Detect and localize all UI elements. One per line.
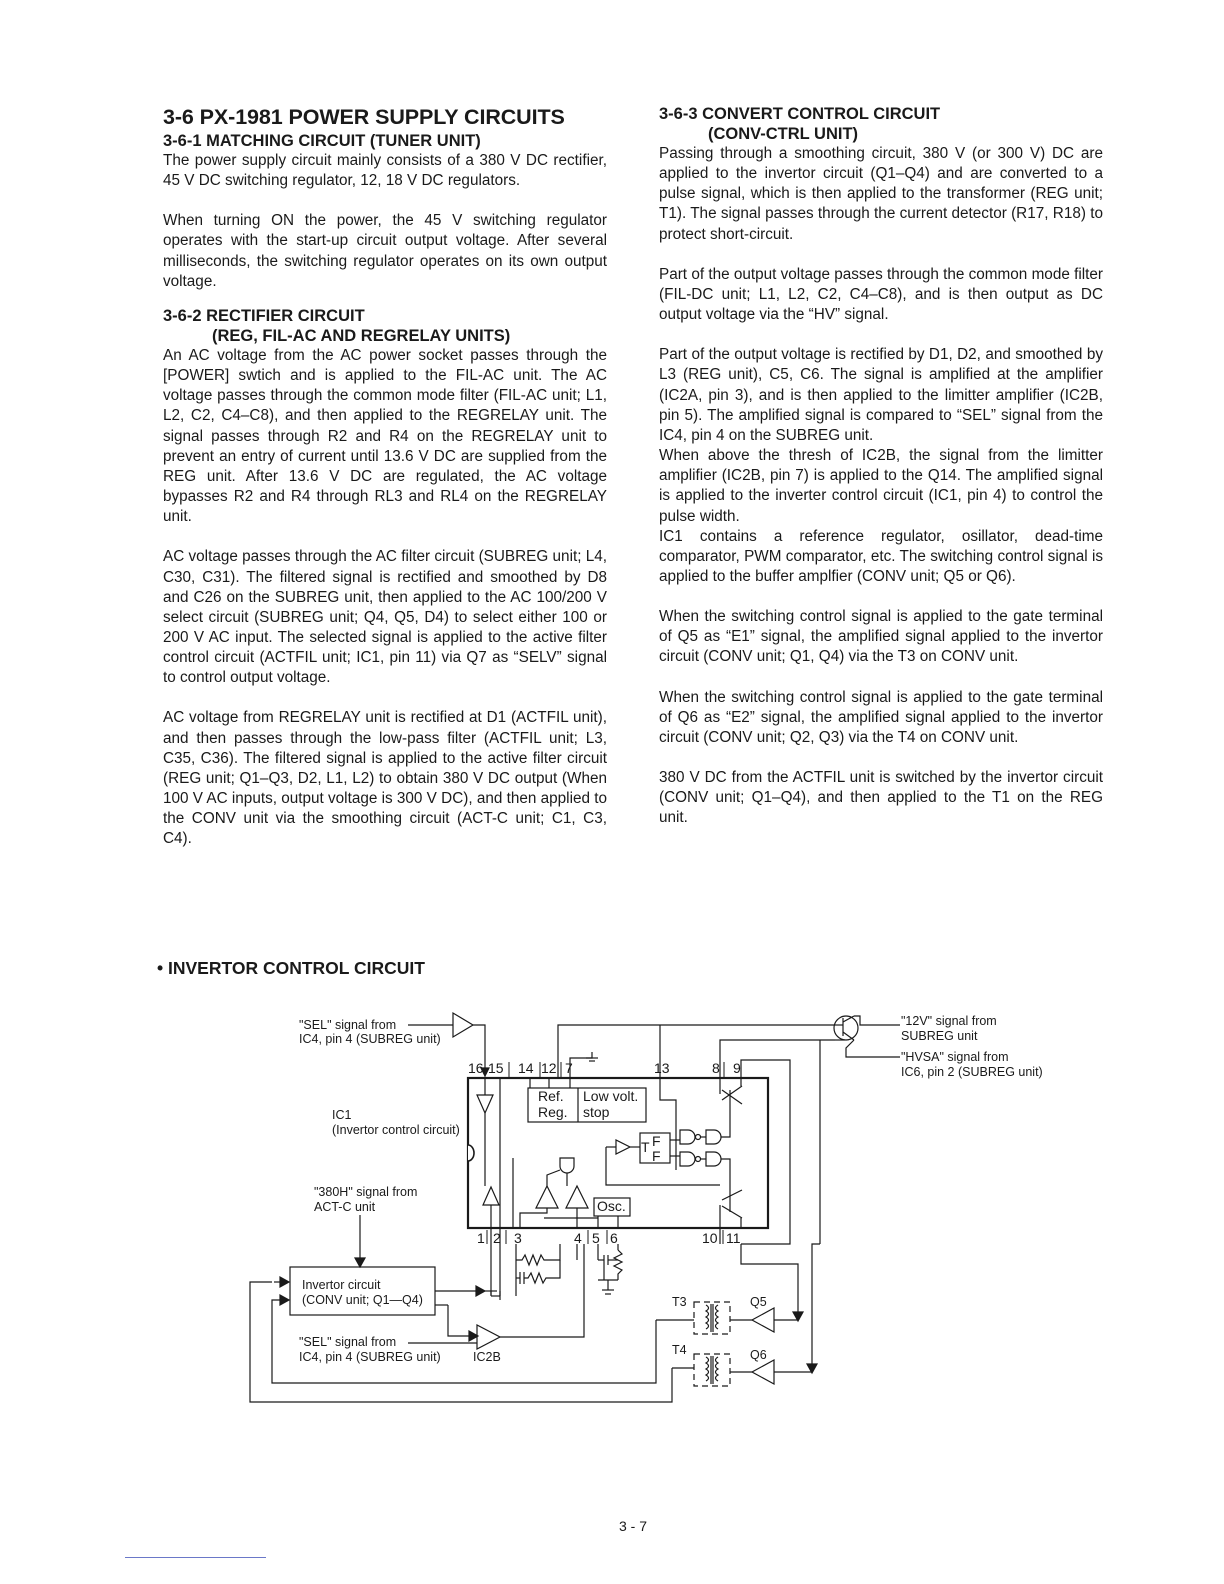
- paragraph: IC1 contains a reference regulator, osillator, dead-time comparator, PWM comparator, etc. The switching control signal is applied to the buffer amplfier (CONV unit; Q5 or Q6).: [659, 527, 1103, 585]
- sel-bottom-label-2: IC4, pin 4 (SUBREG unit): [299, 1350, 441, 1364]
- t4-label: T4: [672, 1343, 687, 1357]
- paragraph: 380 V DC from the ACTFIL unit is switched by the invertor circuit (CONV unit; Q1–Q4), and then applied to the T1 on the REG unit.: [659, 769, 1103, 827]
- page-title: 3-6 PX-1981 POWER SUPPLY CIRCUITS: [163, 105, 565, 129]
- footer-link-underline: [125, 1557, 266, 1558]
- invertor-label-2: (CONV unit; Q1—Q4): [302, 1293, 423, 1307]
- paragraph: Passing through a smoothing circuit, 380 V (or 300 V) DC are applied to the invertor circuit (Q1–Q4) and are converted to a pulse signal, which is then applied to the transformer (REG unit; T1). The signal passes through the current detector (R17, R18) to protect short-circuit.: [659, 145, 1103, 243]
- h380-label-2: ACT-C unit: [314, 1200, 376, 1214]
- lowvolt-label-2: stop: [583, 1104, 610, 1120]
- pin-label: 5: [592, 1230, 600, 1246]
- v12-label-2: SUBREG unit: [901, 1029, 978, 1043]
- q5-label: Q5: [750, 1295, 767, 1309]
- lowvolt-label-1: Low volt.: [583, 1088, 639, 1104]
- ic1-label-2: (Invertor control circuit): [332, 1123, 460, 1137]
- paragraph: Part of the output voltage is rectified by D1, D2, and smoothed by L3 (REG unit), C5, C6. The signal is amplified at the amplifier (IC2A, pin 3), and is then applied to the limitter amplifier (IC2B, pin 5). The amplified signal is compared to “SEL” signal from the IC4, pin 4 on the SUBREG unit.: [659, 346, 1103, 444]
- paragraph: When the switching control signal is applied to the gate terminal of Q5 as “E1” signal, the amplified signal applied to the invertor circuit (CONV unit; Q1, Q4) via the T3 on CONV unit.: [659, 608, 1103, 666]
- invertor-label-1: Invertor circuit: [302, 1278, 381, 1292]
- paragraph: An AC voltage from the AC power socket passes through the [POWER] swtich and is applied to the FIL-AC unit. The AC voltage passes through the common mode filter (FIL-AC unit; L1, L2, C2, C4–C8), and then applied to the REGRELAY unit. The signal passes through R2 and R4 on the REGRELAY unit to prevent an entry of current until 13.6 V DC are supplied from the REG unit. After 13.6 V DC are regulated, the AC voltage bypasses R2 and R4 through RL3 and RL4 on the REGRELAY unit.: [163, 346, 607, 526]
- ff-f2-label: F: [652, 1148, 661, 1164]
- pin-label: 7: [565, 1060, 573, 1076]
- ff-f1-label: F: [652, 1133, 661, 1149]
- paragraph: When the switching control signal is applied to the gate terminal of Q6 as “E2” signal, the amplified signal applied to the invertor circuit (CONV unit; Q2, Q3) via the T4 on CONV unit.: [659, 688, 1103, 746]
- ref-label-2: Reg.: [538, 1104, 568, 1120]
- hvsa-label-2: IC6, pin 2 (SUBREG unit): [901, 1065, 1043, 1079]
- osc-label: Osc.: [597, 1198, 626, 1214]
- heading-line: 3-6-2 RECTIFIER CIRCUIT: [163, 306, 365, 325]
- paragraph: When above the thresh of IC2B, the signal from the limitter amplifier (IC2B, pin 7) is applied to the Q14. The amplified signal is applied to the inverter control circuit (IC1, pin 4) to control the pulse width.: [659, 447, 1103, 525]
- pin-label: 9: [733, 1060, 741, 1076]
- v12-label-1: "12V" signal from: [901, 1014, 997, 1028]
- pin-label: 6: [610, 1230, 618, 1246]
- heading-line: 3-6-3 CONVERT CONTROL CIRCUIT: [659, 105, 941, 123]
- ic2b-label: IC2B: [473, 1350, 501, 1364]
- paragraph: AC voltage from REGRELAY unit is rectified at D1 (ACTFIL unit), and then passes through the low-pass filter (ACTFIL unit; L3, C35, C36). The filtered signal is applied to the active filter circuit (REG unit; Q1–Q3, D2, L1, L2) to obtain 380 V DC output (When 100 V AC inputs, output voltage is 300 V DC), and then applied to the CONV unit via the smoothing circuit (ACT-C unit; C1, C3, C4).: [163, 709, 607, 848]
- pin-label: 4: [574, 1230, 582, 1246]
- paragraph: Part of the output voltage passes through the common mode filter (FIL-DC unit; L1, L2, C2, C4–C8), and is then output as DC output voltage via the “HV” signal.: [659, 265, 1103, 324]
- sel-top-label-1: "SEL" signal from: [299, 1018, 397, 1032]
- sel-bottom-label-1: "SEL" signal from: [299, 1335, 397, 1349]
- ic1-label-1: IC1: [332, 1108, 352, 1122]
- paragraph: AC voltage passes through the AC filter circuit (SUBREG unit; L4, C30, C31). The filtered signal is rectified and smoothed by D8 and C26 on the SUBREG unit, then applied to the AC 100/200 V select circuit (SUBREG unit; Q4, Q5, D4) to select either 100 or 200 V AC input. The selected signal is applied to the active filter control circuit (ACTFIL unit; IC1, pin 11) via Q7 as “SELV” signal to control output voltage.: [163, 548, 607, 687]
- pin-label: 1: [477, 1230, 485, 1246]
- paragraph: The power supply circuit mainly consists of a 380 V DC rectifier, 45 V DC switching regulator, 12, 18 V DC regulators.: [163, 152, 607, 190]
- heading-line: (CONV-CTRL UNIT): [708, 125, 859, 143]
- pin-label: 11: [726, 1230, 741, 1246]
- hvsa-label-1: "HVSA" signal from: [901, 1050, 1009, 1064]
- q6-label: Q6: [750, 1348, 767, 1362]
- ff-t-label: T: [641, 1139, 650, 1155]
- pin-label: 12: [541, 1060, 557, 1076]
- t3-label: T3: [672, 1295, 687, 1309]
- pin-label: 14: [518, 1060, 534, 1076]
- pin-label: 15: [488, 1060, 504, 1076]
- pin-label: 13: [654, 1060, 670, 1076]
- heading-line: (REG, FIL-AC AND REGRELAY UNITS): [212, 326, 511, 345]
- h380-label-1: "380H" signal from: [314, 1185, 418, 1199]
- pin-label: 10: [702, 1230, 718, 1246]
- page-number: 3 - 7: [618, 1518, 647, 1534]
- ref-label-1: Ref.: [538, 1088, 564, 1104]
- pin-label: 3: [514, 1230, 522, 1246]
- pin-label: 16: [468, 1060, 484, 1076]
- sel-top-label-2: IC4, pin 4 (SUBREG unit): [299, 1032, 441, 1046]
- section-heading-3-6-1: 3-6-1 MATCHING CIRCUIT (TUNER UNIT): [163, 132, 481, 150]
- paragraph: When turning ON the power, the 45 V switching regulator operates with the start-up circuit output voltage. After several milliseconds, the switching regulator operates on its own output voltage.: [163, 212, 607, 290]
- pin-label: 8: [712, 1060, 720, 1076]
- pin-label: 2: [493, 1230, 501, 1246]
- diagram-title: • INVERTOR CONTROL CIRCUIT: [157, 958, 425, 978]
